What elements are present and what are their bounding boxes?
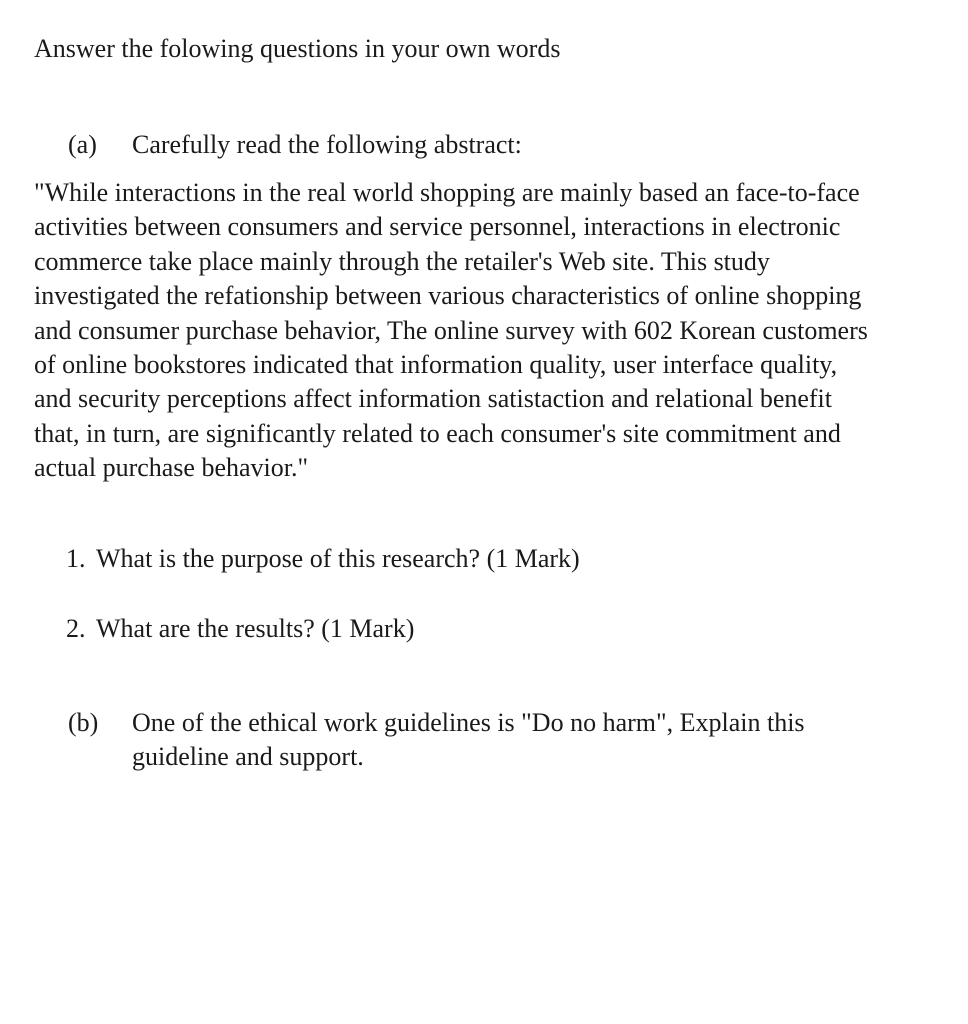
question-2 [66, 612, 414, 646]
abstract-line: that, in turn, are significantly related to each consumer's site commitment and [34, 418, 841, 448]
part-b [68, 706, 888, 774]
abstract-line: actual purchase behavior." [34, 453, 309, 483]
part-b-text: One of the ethical work guidelines is "Do no harm", Explain this guideline and support. [132, 708, 805, 771]
question-1-number: 1. [66, 544, 86, 573]
instruction-heading: Answer the folowing questions in your own words [34, 34, 561, 63]
abstract-line: and security perceptions affect information satistaction and relational benefit [34, 384, 833, 414]
part-a-marker: (a) [68, 130, 97, 159]
abstract-line: "While interactions in the real world shopping are mainly based an face-to-face [34, 178, 860, 207]
question-2-number: 2. [66, 614, 86, 643]
abstract-line: investigated the refationship between various characteristics of online shopping [34, 281, 862, 311]
abstract-quote [34, 176, 924, 486]
part-b-marker: (b) [68, 708, 99, 737]
part-a-text: Carefully read the following abstract: [132, 130, 522, 159]
abstract-line: of online bookstores indicated that information quality, user interface quality, [34, 350, 838, 380]
question-1-text: What is the purpose of this research? (1 Mark) [96, 544, 580, 573]
question-2-text: What are the results? (1 Mark) [96, 614, 415, 643]
abstract-line: and consumer purchase behavior, The online survey with 602 Korean customers [34, 315, 868, 345]
abstract-line: activities between consumers and service personnel, interactions in electronic [34, 212, 841, 242]
abstract-line: commerce take place mainly through the retailer's Web site. This study [34, 246, 770, 276]
question-1 [66, 542, 580, 576]
part-a [68, 128, 522, 162]
